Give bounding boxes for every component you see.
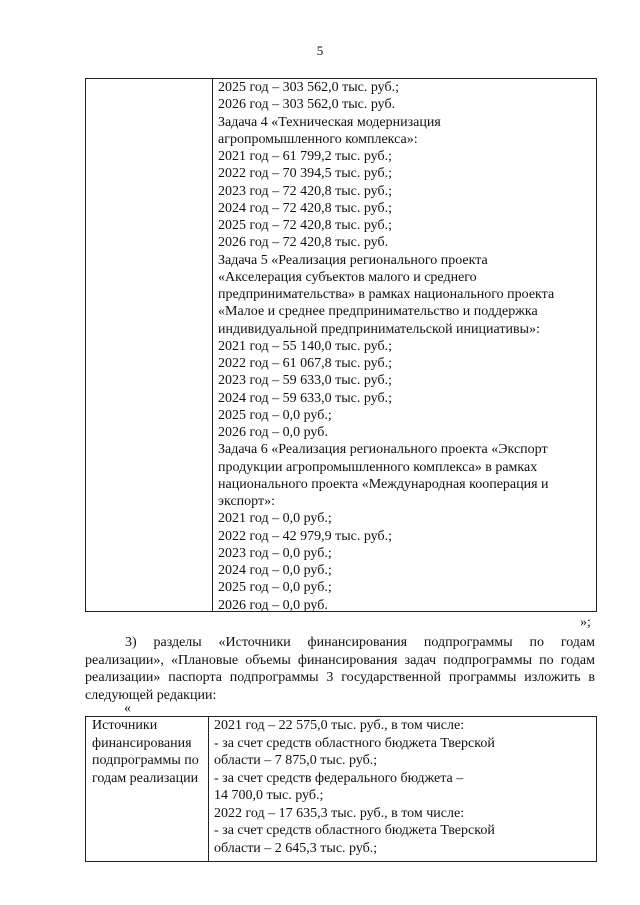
text-line: 2021 год – 0,0 руб.; bbox=[218, 511, 332, 527]
funding-sources-table bbox=[85, 716, 597, 862]
text-line: 14 700,0 тыс. руб.; bbox=[214, 788, 324, 803]
text-line: 2025 год – 0,0 руб.; bbox=[218, 407, 332, 423]
text-line: 2021 год – 22 575,0 тыс. руб., в том числе: bbox=[214, 718, 465, 733]
text-line: 2026 год – 0,0 руб. bbox=[218, 597, 328, 613]
text-line: 2021 год – 61 799,2 тыс. руб.; bbox=[218, 149, 392, 164]
text-line: 2025 год – 303 562,0 тыс. руб.; bbox=[218, 80, 399, 95]
text-line: - за счет средств областного бюджета Тверской bbox=[214, 735, 495, 751]
funding-sources-label: Источники финансирования подпрограммы по годам реализации bbox=[92, 718, 199, 786]
text-line: «Малое и среднее предпринимательство и поддержка bbox=[218, 304, 538, 320]
text-line: 2025 год – 0,0 руб.; bbox=[218, 580, 332, 596]
text-line: Задача 4 «Техническая модернизация bbox=[218, 114, 441, 130]
budget-table-continued bbox=[85, 78, 597, 612]
text-line: области – 2 645,3 тыс. руб.; bbox=[214, 840, 378, 856]
text-line: экспорт»: bbox=[218, 494, 275, 509]
text-line: 2023 год – 59 633,0 тыс. руб.; bbox=[218, 373, 392, 389]
text-line: индивидуальной предпринимательской инициативы»: bbox=[218, 321, 540, 337]
text-line: Задача 5 «Реализация регионального проекта bbox=[218, 252, 488, 268]
text-line: предпринимательства» в рамках национального проекта bbox=[218, 287, 555, 302]
funding-lines bbox=[218, 79, 593, 614]
text-line: 2026 год – 72 420,8 тыс. руб. bbox=[218, 235, 389, 251]
page-number: 5 bbox=[316, 43, 324, 58]
text-line: «Акселерация субъектов малого и среднего bbox=[218, 269, 477, 285]
text-line: 2022 год – 17 635,3 тыс. руб., в том числе: bbox=[214, 805, 465, 821]
text-line: 2022 год – 61 067,8 тыс. руб.; bbox=[218, 356, 392, 371]
text-line: 2021 год – 55 140,0 тыс. руб.; bbox=[218, 338, 392, 354]
text-line: 2022 год – 70 394,5 тыс. руб.; bbox=[218, 166, 392, 182]
funding-sources-lines bbox=[214, 717, 594, 857]
text-line: 2025 год – 72 420,8 тыс. руб.; bbox=[218, 218, 392, 233]
text-line: продукции агропромышленного комплекса» в рамках bbox=[218, 459, 538, 475]
closing-quote: »; bbox=[580, 615, 591, 630]
text-line: области – 7 875,0 тыс. руб.; bbox=[214, 753, 378, 768]
text-line: 2026 год – 0,0 руб. bbox=[218, 425, 328, 440]
opening-quote: « bbox=[124, 701, 131, 716]
text-line: 2023 год – 0,0 руб.; bbox=[218, 545, 332, 561]
text-line: - за счет средств областного бюджета Тверской bbox=[214, 823, 495, 838]
column-divider bbox=[208, 717, 209, 861]
column-divider bbox=[212, 79, 213, 611]
text-line: 2024 год – 72 420,8 тыс. руб.; bbox=[218, 200, 392, 216]
text-line: 2026 год – 303 562,0 тыс. руб. bbox=[218, 97, 396, 113]
text-line: - за счет средств федерального бюджета – bbox=[214, 770, 464, 786]
text-line: национального проекта «Международная кооперация и bbox=[218, 476, 549, 492]
amendment-paragraph: 3) разделы «Источники финансирования подпрограммы по годам реализации», «Плановые объемы финансирования задач подпрограммы по годам реализации» паспорта подпрограммы 3 государственной программы изложить в следующей редакции: bbox=[85, 635, 595, 703]
text-line: Задача 6 «Реализация регионального проекта «Экспорт bbox=[218, 442, 548, 458]
text-line: 2023 год – 72 420,8 тыс. руб.; bbox=[218, 183, 392, 199]
text-line: 2024 год – 0,0 руб.; bbox=[218, 563, 332, 578]
text-line: 2024 год – 59 633,0 тыс. руб.; bbox=[218, 390, 392, 406]
text-line: агропромышленного комплекса»: bbox=[218, 131, 418, 147]
text-line: 2022 год – 42 979,9 тыс. руб.; bbox=[218, 528, 392, 544]
